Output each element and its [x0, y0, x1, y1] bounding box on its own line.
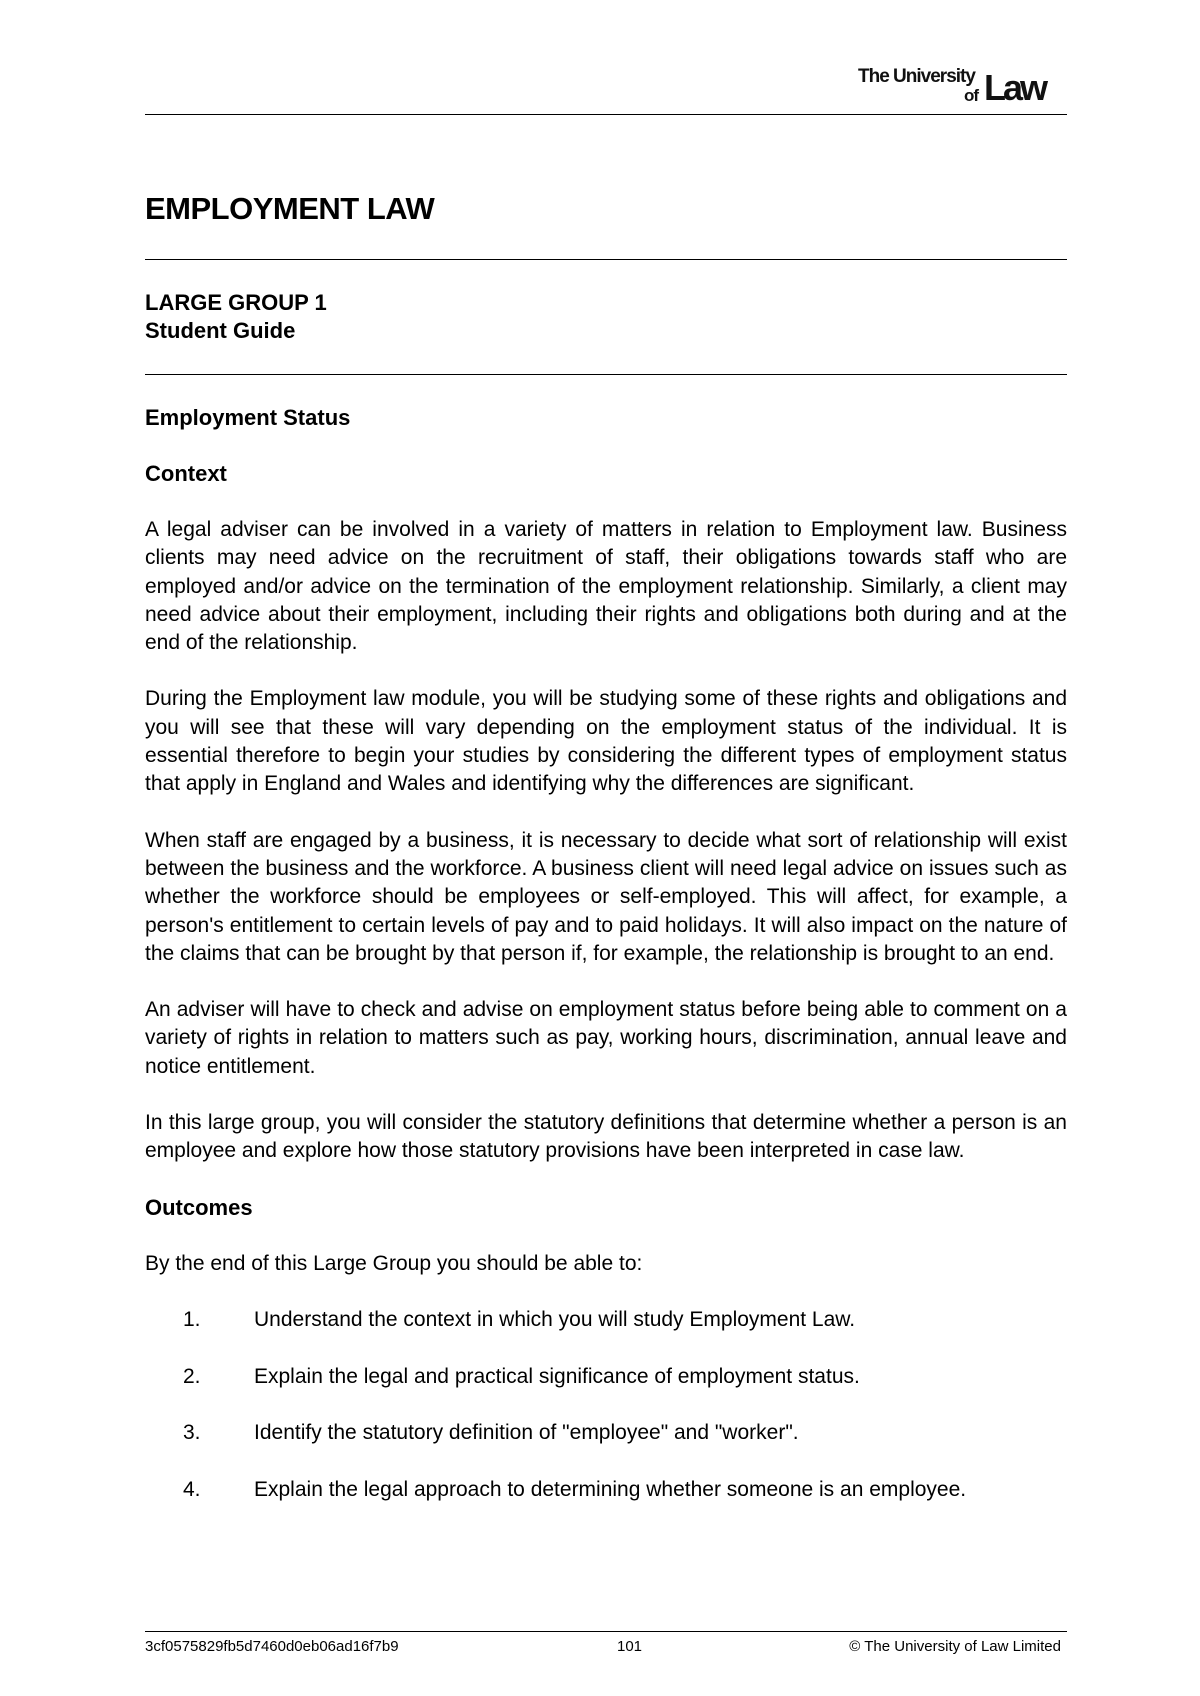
- list-text: Explain the legal approach to determining whether someone is an employee.: [254, 1477, 967, 1501]
- list-number: 2.: [183, 1364, 201, 1388]
- logo-line-2: of: [964, 86, 979, 105]
- section-heading-context: Context: [145, 461, 227, 486]
- section-heading-status: Employment Status: [145, 405, 351, 430]
- paragraph: An adviser will have to check and advise on employment status before being able to comment on a variety of rights in relation to matters such as pay, working hours, discrimination, annual leave and notice entitlement.: [145, 998, 1067, 1078]
- document-code: 3cf0575829fb5d7460d0eb06ad16f7b9: [145, 1638, 399, 1655]
- paragraph: During the Employment law module, you will be studying some of these rights and obligations and you will see that these will vary depending on the employment status of the individual. It is essential therefore to begin your studies by considering the different types of employment status that apply in England and Wales and identifying why the differences are significant.: [145, 687, 1067, 796]
- list-text: Understand the context in which you will study Employment Law.: [254, 1307, 856, 1331]
- copyright-notice: © The University of Law Limited: [849, 1638, 1061, 1655]
- paragraph: A legal adviser can be involved in a variety of matters in relation to Employment law. Business clients may need advice on the recruitment of staff, their obligations towards staff who are employed and/or advice on the termination of the employment relationship. Similarly, a client may need advice about their employment, including their rights and obligations both during and at the end of the relationship.: [145, 518, 1067, 655]
- section-divider: [145, 374, 1067, 375]
- guide-label: Student Guide: [145, 318, 296, 343]
- list-number: 3.: [183, 1421, 201, 1445]
- paragraph: In this large group, you will consider the statutory definitions that determine whether a person is an employee and explore how those statutory provisions have been interpreted in case law.: [145, 1111, 1067, 1163]
- page-number: 101: [617, 1638, 643, 1655]
- list-item: [145, 1363, 1067, 1391]
- list-number: 1.: [183, 1307, 201, 1331]
- document-title: EMPLOYMENT LAW: [145, 191, 435, 226]
- section-heading-outcomes: Outcomes: [145, 1194, 253, 1220]
- group-label: LARGE GROUP 1: [145, 290, 327, 315]
- list-text: Identify the statutory definition of "employee" and "worker".: [254, 1421, 799, 1445]
- list-item: [145, 1306, 1067, 1334]
- list-text: Explain the legal and practical significance of employment status.: [254, 1364, 860, 1388]
- group-info: [145, 289, 327, 345]
- paragraph: When staff are engaged by a business, it is necessary to decide what sort of relationship will exist between the business and the workforce. A business client will need legal advice on issues such as whether the workforce should be employees or self-employed. This will affect, for example, a person's entitlement to certain levels of pay and to paid holidays. It will also impact on the nature of the claims that can be brought by that person if, for example, the relationship is brought to an end.: [145, 828, 1067, 965]
- header-divider: [145, 114, 1067, 115]
- page-footer: [145, 1636, 1067, 1658]
- university-logo: [858, 66, 1068, 110]
- logo-line-1: The University: [858, 66, 975, 87]
- list-number: 4.: [183, 1477, 201, 1501]
- list-item: [145, 1419, 1067, 1447]
- list-item: [145, 1476, 1067, 1504]
- outcomes-list: [145, 1306, 1067, 1504]
- title-divider: [145, 259, 1067, 260]
- footer-divider: [145, 1631, 1067, 1632]
- logo-line-3: Law: [984, 67, 1046, 108]
- outcomes-intro: By the end of this Large Group you should be able to:: [145, 1251, 643, 1275]
- main-content: [145, 404, 1067, 1532]
